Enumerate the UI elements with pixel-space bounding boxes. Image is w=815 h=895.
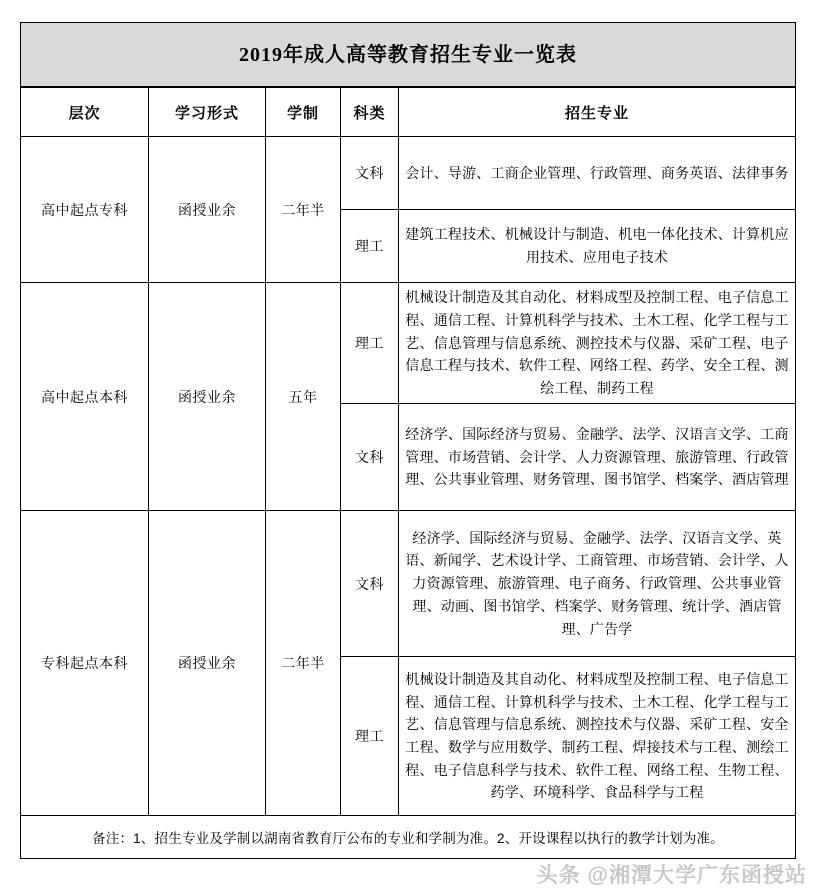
cell-duration-0: 二年半 [266,137,341,283]
table-row [21,283,796,404]
cell-level-1: 高中起点本科 [21,283,149,511]
specialty-table-container [20,22,795,859]
page-title: 2019年成人高等教育招生专业一览表 [239,43,577,66]
cell-level-2: 专科起点本科 [21,511,149,816]
majors-text: 经济学、国际经济与贸易、金融学、法学、汉语言文学、工商管理、市场营销、会计学、人力资源管理、旅游管理、行政管理、公共事业管理、财务管理、图书馆学、档案学、酒店管理 [405,425,789,488]
cell-category-1-0: 理工 [341,283,399,404]
cell-majors-0-0 [399,137,796,210]
table-title-cell [21,23,796,88]
cell-study-mode-1: 函授业余 [149,283,266,511]
majors-text: 机械设计制造及其自动化、材料成型及控制工程、电子信息工程、通信工程、计算机科学与技术、土木工程、化学工程与工艺、信息管理与信息系统、测控技术与仪器、采矿工程、安全工程、数学与应用数学、制药工程、焊接技术与工程、测绘工程、电子信息科学与技术、软件工程、网络工程、生物工程、药学、环境科学、食品科学与工程 [405,670,789,801]
admission-specialty-table [20,22,796,859]
watermark: 头条 @湘潭大学广东函授站 [536,864,807,887]
cell-category-0-0: 文科 [341,137,399,210]
cell-category-2-0: 文科 [341,511,399,657]
cell-level-0: 高中起点专科 [21,137,149,283]
cell-study-mode-0: 函授业余 [149,137,266,283]
table-header-row [21,87,796,137]
cell-category-1-1: 文科 [341,404,399,511]
cell-majors-1-1 [399,404,796,511]
table-row [21,511,796,657]
cell-majors-2-0 [399,511,796,657]
cell-majors-2-1 [399,657,796,816]
cell-majors-1-0 [399,283,796,404]
majors-text: 建筑工程技术、机械设计与制造、机电一体化技术、计算机应用技术、应用电子技术 [405,226,789,265]
cell-category-0-1: 理工 [341,210,399,283]
cell-majors-0-1 [399,210,796,283]
table-row [21,137,796,210]
column-header-duration: 学制 [266,87,341,137]
majors-text: 机械设计制造及其自动化、材料成型及控制工程、电子信息工程、通信工程、计算机科学与技术、土木工程、化学工程与工艺、信息管理与信息系统、测控技术与仪器、采矿工程、电子信息工程与技术、软件工程、网络工程、药学、安全工程、测绘工程、制药工程 [405,289,789,396]
table-footer-note-cell [21,816,796,859]
column-header-category: 科类 [341,87,399,137]
table-title-row [21,23,796,88]
cell-duration-1: 五年 [266,283,341,511]
majors-text: 会计、导游、工商企业管理、行政管理、商务英语、法律事务 [405,164,789,181]
cell-duration-2: 二年半 [266,511,341,816]
majors-text: 经济学、国际经济与贸易、金融学、法学、汉语言文学、英语、新闻学、艺术设计学、工商管理、市场营销、会计学、人力资源管理、旅游管理、电子商务、行政管理、公共事业管理、动画、图书馆学、档案学、财务管理、统计学、酒店管理、广告学 [405,529,789,637]
column-header-study-mode: 学习形式 [149,87,266,137]
cell-study-mode-2: 函授业余 [149,511,266,816]
footer-note-text: 备注：1、招生专业及学制以湖南省教育厅公布的专业和学制为准。2、开设课程以执行的教学计划为准。 [92,831,724,846]
column-header-level: 层次 [21,87,149,137]
cell-category-2-1: 理工 [341,657,399,816]
table-note-row [21,816,796,859]
column-header-majors: 招生专业 [399,87,796,137]
